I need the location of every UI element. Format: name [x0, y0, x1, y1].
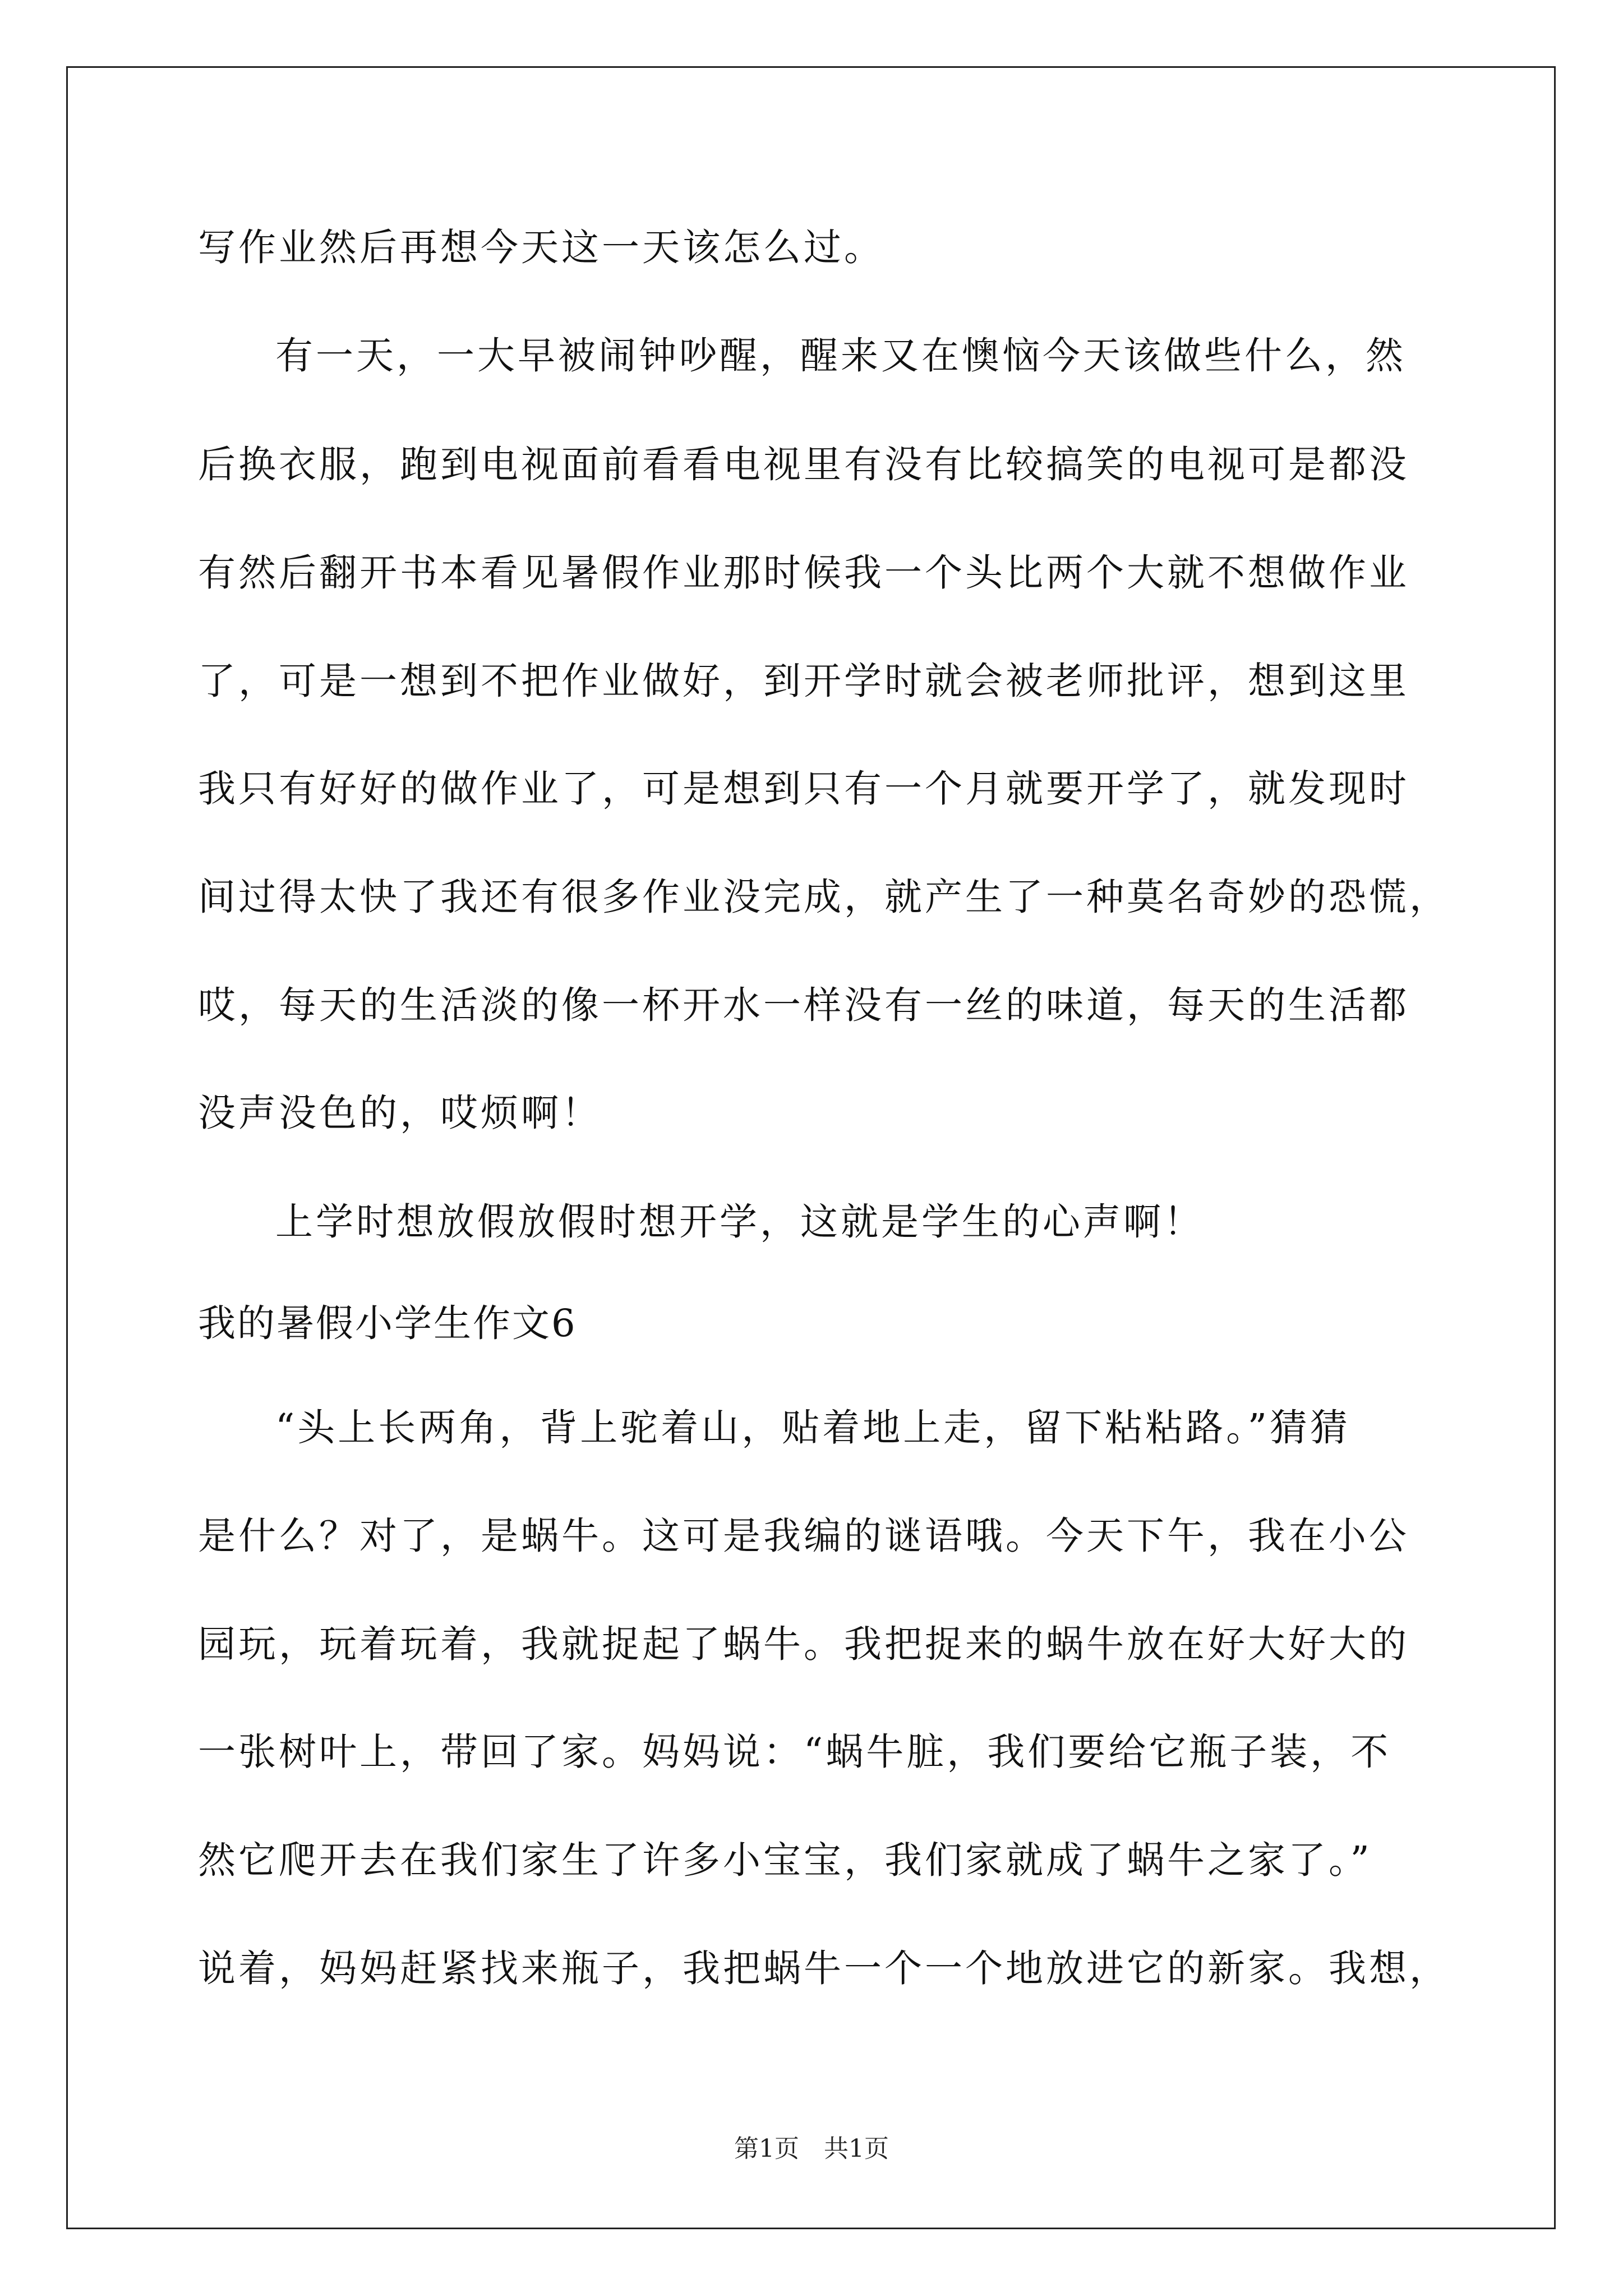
text-line-5: 了，可是一想到不把作业做好，到开学时就会被老师批评，想到这里	[198, 659, 1409, 703]
page-border	[66, 66, 1556, 2229]
text-line-15: 然它爬开去在我们家生了许多小宝宝，我们家就成了蜗牛之家了。”	[198, 1838, 1372, 1882]
text-line-9: 没声没色的，哎烦啊！	[198, 1091, 602, 1135]
text-line-6: 我只有好好的做作业了，可是想到只有一个月就要开学了，就发现时	[198, 767, 1409, 811]
text-line-3: 后换衣服，跑到电视面前看看电视里有没有比较搞笑的电视可是都没	[198, 443, 1409, 486]
text-line-7: 间过得太快了我还有很多作业没完成，就产生了一种莫名奇妙的恐慌，	[198, 875, 1450, 919]
text-line-16: 说着，妈妈赶紧找来瓶子，我把蜗牛一个一个地放进它的新家。我想，	[198, 1947, 1450, 1990]
text-line-10: 上学时想放假放假时想开学，这就是学生的心声啊！	[275, 1200, 1204, 1244]
text-line-8: 哎，每天的生活淡的像一杯开水一样没有一丝的味道，每天的生活都	[198, 983, 1409, 1027]
text-line-1: 写作业然后再想今天这一天该怎么过。	[198, 226, 884, 269]
page-footer: 第1页 共1页	[734, 2134, 889, 2163]
section-heading: 我的暑假小学生作文6	[198, 1301, 577, 1345]
text-line-13: 园玩，玩着玩着，我就捉起了蜗牛。我把捉来的蜗牛放在好大好大的	[198, 1622, 1409, 1666]
text-line-11: “头上长两角，背上驼着山，贴着地上走，留下粘粘路。”猜猜	[275, 1406, 1351, 1450]
text-line-4: 有然后翻开书本看见暑假作业那时候我一个头比两个大就不想做作业	[198, 551, 1409, 595]
text-line-14: 一张树叶上，带回了家。妈妈说：“蜗牛脏，我们要给它瓶子装，不	[198, 1730, 1391, 1774]
text-line-2: 有一天，一大早被闹钟吵醒，醒来又在懊恼今天该做些什么，然	[275, 334, 1406, 378]
text-line-12: 是什么？对了，是蜗牛。这可是我编的谜语哦。今天下午，我在小公	[198, 1514, 1409, 1558]
